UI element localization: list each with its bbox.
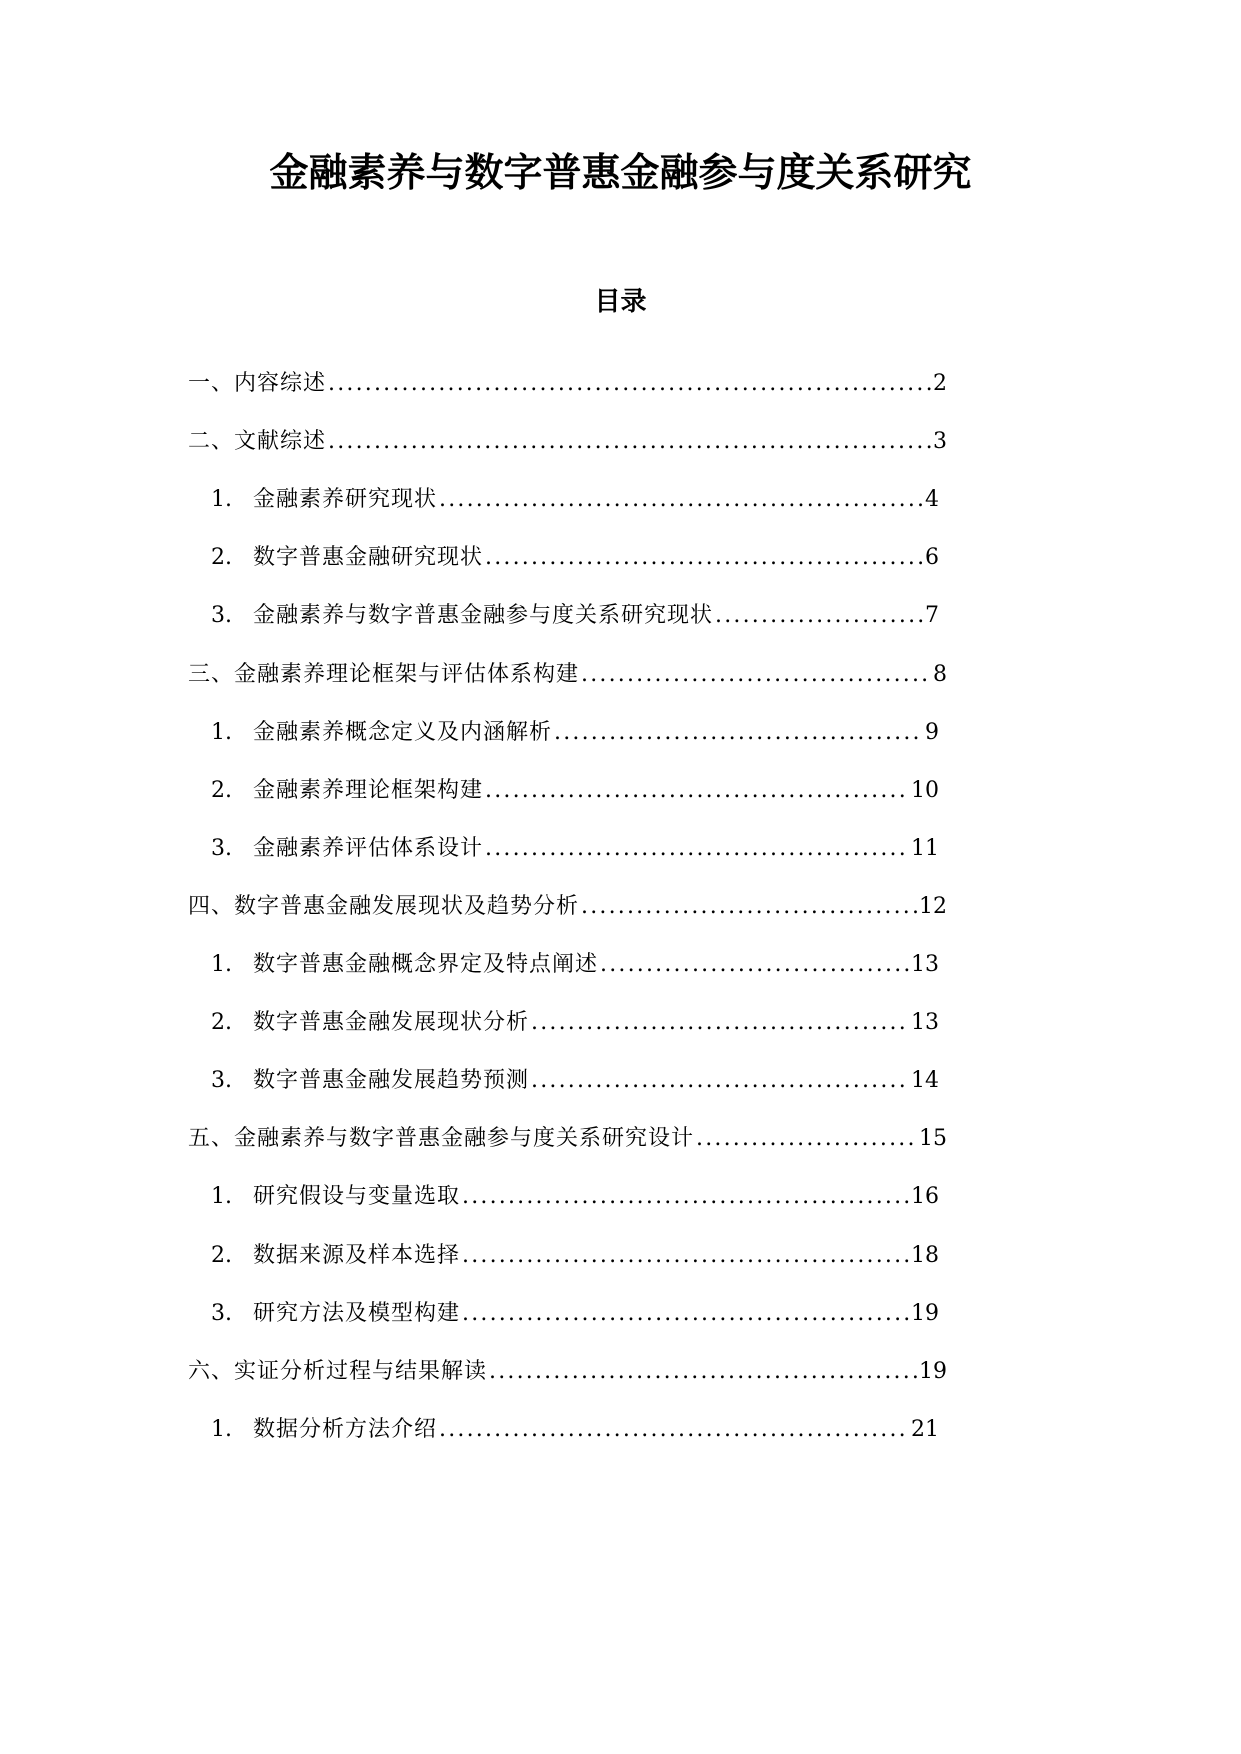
- toc-dot-leader: [462, 1294, 909, 1334]
- toc-dot-leader: [489, 1352, 917, 1392]
- toc-page-number: 13: [911, 952, 939, 977]
- toc-entry[interactable]: [211, 1177, 939, 1217]
- toc-page-number: 2: [933, 371, 947, 396]
- toc-entry-number: 3.: [211, 1068, 232, 1093]
- toc-entry-number: 1.: [211, 1417, 232, 1442]
- toc-dot-leader: [439, 480, 923, 520]
- toc-entry[interactable]: [188, 655, 947, 695]
- toc-dot-leader: [531, 1003, 909, 1043]
- toc-entry[interactable]: [211, 538, 939, 578]
- toc-entry[interactable]: [188, 1119, 947, 1159]
- toc-entry-label: 金融素养与数字普惠金融参与度关系研究现状: [253, 603, 714, 628]
- toc-entry[interactable]: [211, 480, 939, 520]
- toc-page-number: 12: [919, 894, 947, 919]
- toc-page-number: 7: [925, 603, 939, 628]
- toc-entry-label: 金融素养研究现状: [253, 487, 438, 512]
- document-title: 金融素养与数字普惠金融参与度关系研究: [269, 151, 972, 196]
- toc-page-number: 16: [911, 1184, 939, 1209]
- toc-entry-number: 1.: [211, 487, 232, 512]
- toc-entry-label: 数字普惠金融发展现状分析: [253, 1010, 530, 1035]
- toc-entry-label: 四、数字普惠金融发展现状及趋势分析: [188, 894, 580, 919]
- toc-entry-label: 六、实证分析过程与结果解读: [188, 1359, 488, 1384]
- toc-entry[interactable]: [211, 1410, 939, 1450]
- toc-entry-number: 2.: [211, 778, 232, 803]
- toc-page-number: 8: [933, 662, 947, 687]
- toc-page-number: 10: [911, 778, 939, 803]
- toc-entry[interactable]: [211, 1294, 939, 1334]
- toc-entry-label: 金融素养评估体系设计: [253, 836, 484, 861]
- toc-dot-leader: [715, 596, 923, 636]
- toc-entry-label: 五、金融素养与数字普惠金融参与度关系研究设计: [188, 1126, 695, 1151]
- toc-dot-leader: [485, 538, 923, 578]
- toc-dot-leader: [600, 945, 909, 985]
- toc-entry[interactable]: [211, 713, 939, 753]
- toc-entry[interactable]: [211, 596, 939, 636]
- toc-entry[interactable]: [211, 945, 939, 985]
- toc-entry-label: 数字普惠金融研究现状: [253, 545, 484, 570]
- toc-entry[interactable]: [211, 1236, 939, 1276]
- toc-entry-label: 数字普惠金融概念界定及特点阐述: [253, 952, 599, 977]
- toc-entry-label: 二、文献综述: [188, 429, 327, 454]
- toc-page-number: 19: [919, 1359, 947, 1384]
- toc-entry-label: 金融素养理论框架构建: [253, 778, 484, 803]
- toc-entry[interactable]: [211, 1061, 939, 1101]
- toc-page-number: 9: [925, 720, 939, 745]
- toc-page-number: 21: [911, 1417, 939, 1442]
- toc-page-number: 3: [933, 429, 947, 454]
- toc-page-number: 6: [925, 545, 939, 570]
- toc-page-number: 18: [911, 1243, 939, 1268]
- toc-dot-leader: [554, 713, 923, 753]
- toc-page-number: 14: [911, 1068, 939, 1093]
- toc-page-number: 4: [925, 487, 939, 512]
- toc-entry-number: 3.: [211, 603, 232, 628]
- toc-entry-number: 2.: [211, 545, 232, 570]
- toc-entry-label: 研究假设与变量选取: [253, 1184, 461, 1209]
- toc-entry-label: 数据来源及样本选择: [253, 1243, 461, 1268]
- toc-dot-leader: [485, 829, 909, 869]
- toc-dot-leader: [696, 1119, 917, 1159]
- toc-entry[interactable]: [211, 771, 939, 811]
- toc-dot-leader: [328, 422, 931, 462]
- toc-entry[interactable]: [211, 829, 939, 869]
- toc-entry-number: 1.: [211, 720, 232, 745]
- toc-dot-leader: [581, 887, 917, 927]
- toc-dot-leader: [462, 1236, 909, 1276]
- toc-page-number: 13: [911, 1010, 939, 1035]
- toc-dot-leader: [531, 1061, 909, 1101]
- toc-dot-leader: [485, 771, 909, 811]
- toc-entry-label: 金融素养概念定义及内涵解析: [253, 720, 553, 745]
- toc-entry-number: 1.: [211, 952, 232, 977]
- toc-page-number: 11: [911, 836, 939, 861]
- toc-dot-leader: [462, 1177, 909, 1217]
- toc-entry[interactable]: [188, 422, 947, 462]
- toc-entry-number: 1.: [211, 1184, 232, 1209]
- toc-entry-label: 数据分析方法介绍: [253, 1417, 438, 1442]
- toc-entry-number: 3.: [211, 836, 232, 861]
- toc-entry[interactable]: [211, 1003, 939, 1043]
- toc-entry-number: 3.: [211, 1301, 232, 1326]
- toc-page-number: 19: [911, 1301, 939, 1326]
- toc-entry-label: 三、金融素养理论框架与评估体系构建: [188, 662, 580, 687]
- toc-heading: 目录: [594, 287, 647, 317]
- toc-entry[interactable]: [188, 364, 947, 404]
- toc-entry-label: 研究方法及模型构建: [253, 1301, 461, 1326]
- toc-entry[interactable]: [188, 887, 947, 927]
- toc-entry-label: 一、内容综述: [188, 371, 327, 396]
- toc-entry-label: 数字普惠金融发展趋势预测: [253, 1068, 530, 1093]
- toc-page-number: 15: [919, 1126, 947, 1151]
- toc-entry[interactable]: [188, 1352, 947, 1392]
- toc-entry-number: 2.: [211, 1010, 232, 1035]
- toc-dot-leader: [328, 364, 931, 404]
- toc-dot-leader: [581, 655, 931, 695]
- toc-entry-number: 2.: [211, 1243, 232, 1268]
- toc-dot-leader: [439, 1410, 909, 1450]
